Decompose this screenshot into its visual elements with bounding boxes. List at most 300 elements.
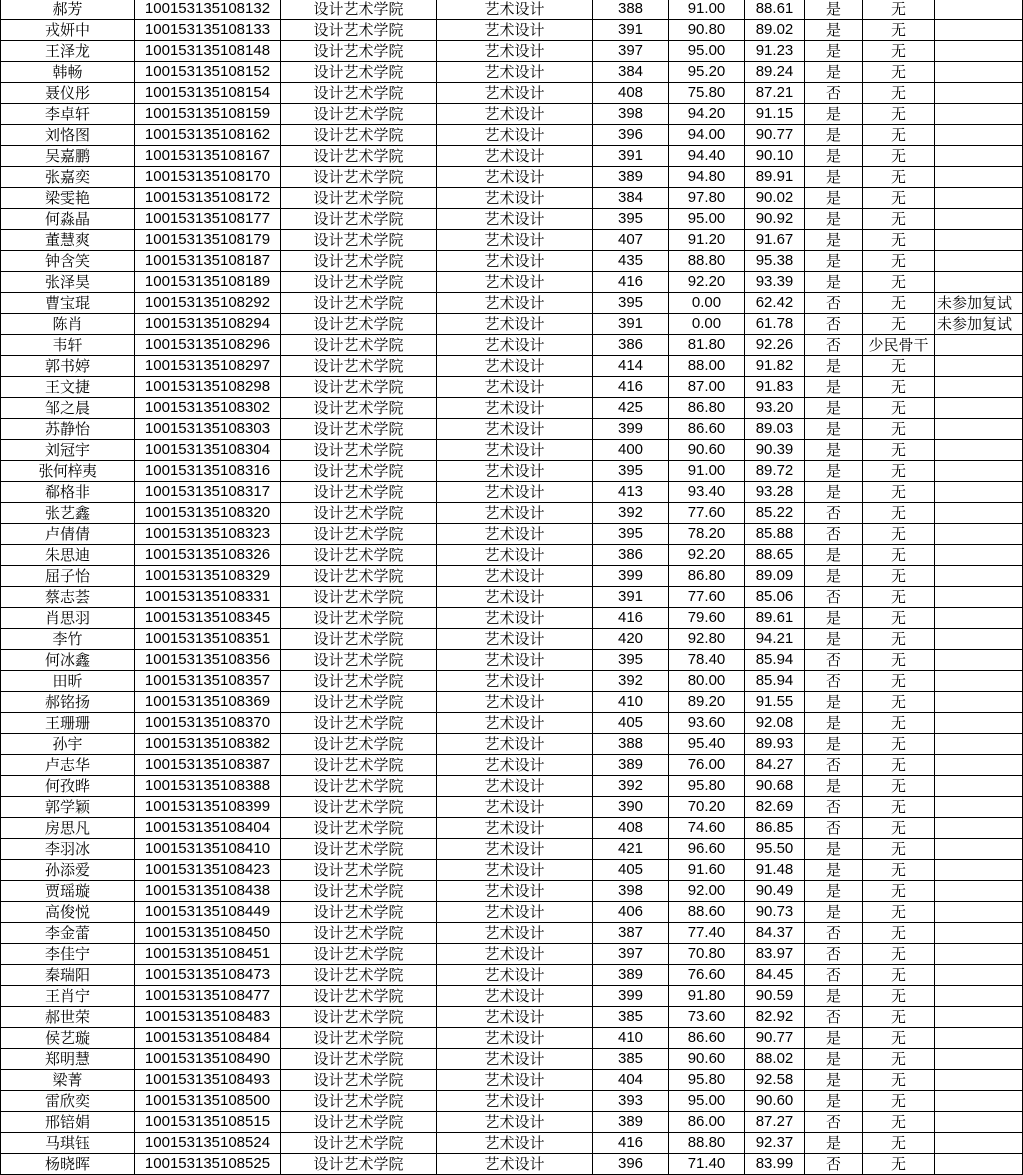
- admitted-cell: 是: [805, 419, 863, 440]
- candidate-id-cell: 100153135108148: [135, 41, 281, 62]
- remark-cell: [935, 629, 1023, 650]
- special-plan-cell: 无: [863, 755, 935, 776]
- admitted-cell: 是: [805, 860, 863, 881]
- major-cell: 艺术设计: [437, 104, 593, 125]
- admitted-cell: 否: [805, 923, 863, 944]
- table-row: [1, 1133, 1023, 1154]
- remark-cell: 未参加复试: [935, 293, 1023, 314]
- interview-score-cell: 77.60: [669, 503, 745, 524]
- special-plan-cell: 无: [863, 461, 935, 482]
- interview-score-cell: 79.60: [669, 608, 745, 629]
- school-cell: 设计艺术学院: [281, 1007, 437, 1028]
- remark-cell: [935, 419, 1023, 440]
- admitted-cell: 否: [805, 965, 863, 986]
- admitted-cell: 否: [805, 797, 863, 818]
- admitted-cell: 否: [805, 671, 863, 692]
- name-cell: 张嘉奕: [1, 167, 135, 188]
- name-cell: 屈子怡: [1, 566, 135, 587]
- special-plan-cell: 无: [863, 356, 935, 377]
- name-cell: 张艺鑫: [1, 503, 135, 524]
- school-cell: 设计艺术学院: [281, 503, 437, 524]
- interview-score-cell: 94.80: [669, 167, 745, 188]
- major-cell: 艺术设计: [437, 293, 593, 314]
- major-cell: 艺术设计: [437, 272, 593, 293]
- special-plan-cell: 无: [863, 881, 935, 902]
- major-cell: 艺术设计: [437, 1028, 593, 1049]
- special-plan-cell: 无: [863, 797, 935, 818]
- name-cell: 陈肖: [1, 314, 135, 335]
- special-plan-cell: 无: [863, 692, 935, 713]
- remark-cell: [935, 125, 1023, 146]
- interview-score-cell: 95.00: [669, 209, 745, 230]
- school-cell: 设计艺术学院: [281, 587, 437, 608]
- remark-cell: [935, 1028, 1023, 1049]
- school-cell: 设计艺术学院: [281, 524, 437, 545]
- school-cell: 设计艺术学院: [281, 671, 437, 692]
- total-score-cell: 87.27: [745, 1112, 805, 1133]
- exam-score-cell: 396: [593, 1154, 669, 1175]
- special-plan-cell: 无: [863, 587, 935, 608]
- remark-cell: [935, 1112, 1023, 1133]
- exam-score-cell: 399: [593, 566, 669, 587]
- candidate-id-cell: 100153135108132: [135, 0, 281, 20]
- candidate-id-cell: 100153135108296: [135, 335, 281, 356]
- table-row: [1, 146, 1023, 167]
- school-cell: 设计艺术学院: [281, 1133, 437, 1154]
- major-cell: 艺术设计: [437, 524, 593, 545]
- total-score-cell: 88.61: [745, 0, 805, 20]
- school-cell: 设计艺术学院: [281, 1070, 437, 1091]
- table-row: [1, 587, 1023, 608]
- major-cell: 艺术设计: [437, 251, 593, 272]
- table-row: [1, 797, 1023, 818]
- total-score-cell: 85.22: [745, 503, 805, 524]
- total-score-cell: 85.88: [745, 524, 805, 545]
- table-row: [1, 944, 1023, 965]
- interview-score-cell: 96.60: [669, 839, 745, 860]
- major-cell: 艺术设计: [437, 944, 593, 965]
- candidate-id-cell: 100153135108524: [135, 1133, 281, 1154]
- school-cell: 设计艺术学院: [281, 713, 437, 734]
- special-plan-cell: 无: [863, 545, 935, 566]
- candidate-id-cell: 100153135108438: [135, 881, 281, 902]
- interview-score-cell: 86.80: [669, 398, 745, 419]
- interview-score-cell: 74.60: [669, 818, 745, 839]
- school-cell: 设计艺术学院: [281, 839, 437, 860]
- admitted-cell: 是: [805, 125, 863, 146]
- major-cell: 艺术设计: [437, 629, 593, 650]
- special-plan-cell: 无: [863, 629, 935, 650]
- table-row: [1, 377, 1023, 398]
- remark-cell: [935, 587, 1023, 608]
- interview-score-cell: 75.80: [669, 83, 745, 104]
- major-cell: 艺术设计: [437, 818, 593, 839]
- total-score-cell: 95.50: [745, 839, 805, 860]
- name-cell: 曹宝琨: [1, 293, 135, 314]
- name-cell: 房思凡: [1, 818, 135, 839]
- admitted-cell: 是: [805, 1091, 863, 1112]
- admitted-cell: 是: [805, 230, 863, 251]
- exam-score-cell: 386: [593, 545, 669, 566]
- table-row: [1, 503, 1023, 524]
- admitted-cell: 是: [805, 986, 863, 1007]
- candidate-id-cell: 100153135108187: [135, 251, 281, 272]
- name-cell: 杨晓晖: [1, 1154, 135, 1175]
- school-cell: 设计艺术学院: [281, 356, 437, 377]
- name-cell: 马琪钰: [1, 1133, 135, 1154]
- table-row: [1, 293, 1023, 314]
- school-cell: 设计艺术学院: [281, 293, 437, 314]
- admitted-cell: 是: [805, 167, 863, 188]
- remark-cell: [935, 209, 1023, 230]
- candidate-id-cell: 100153135108177: [135, 209, 281, 230]
- remark-cell: [935, 965, 1023, 986]
- total-score-cell: 90.59: [745, 986, 805, 1007]
- special-plan-cell: 无: [863, 0, 935, 20]
- candidate-id-cell: 100153135108167: [135, 146, 281, 167]
- total-score-cell: 84.37: [745, 923, 805, 944]
- interview-score-cell: 81.80: [669, 335, 745, 356]
- interview-score-cell: 91.80: [669, 986, 745, 1007]
- admitted-cell: 否: [805, 335, 863, 356]
- remark-cell: [935, 944, 1023, 965]
- special-plan-cell: 无: [863, 83, 935, 104]
- special-plan-cell: 无: [863, 104, 935, 125]
- name-cell: 高俊悦: [1, 902, 135, 923]
- exam-score-cell: 413: [593, 482, 669, 503]
- admitted-cell: 是: [805, 0, 863, 20]
- remark-cell: [935, 818, 1023, 839]
- exam-score-cell: 386: [593, 335, 669, 356]
- candidate-id-cell: 100153135108477: [135, 986, 281, 1007]
- candidate-id-cell: 100153135108329: [135, 566, 281, 587]
- school-cell: 设计艺术学院: [281, 1091, 437, 1112]
- admitted-cell: 否: [805, 524, 863, 545]
- candidate-id-cell: 100153135108292: [135, 293, 281, 314]
- exam-score-cell: 389: [593, 1112, 669, 1133]
- admitted-cell: 是: [805, 608, 863, 629]
- school-cell: 设计艺术学院: [281, 314, 437, 335]
- table-row: [1, 671, 1023, 692]
- remark-cell: [935, 1049, 1023, 1070]
- admitted-cell: 否: [805, 83, 863, 104]
- interview-score-cell: 95.20: [669, 62, 745, 83]
- special-plan-cell: 无: [863, 419, 935, 440]
- table-row: [1, 692, 1023, 713]
- total-score-cell: 85.94: [745, 650, 805, 671]
- special-plan-cell: 无: [863, 62, 935, 83]
- school-cell: 设计艺术学院: [281, 755, 437, 776]
- major-cell: 艺术设计: [437, 1070, 593, 1091]
- interview-score-cell: 93.60: [669, 713, 745, 734]
- exam-score-cell: 408: [593, 83, 669, 104]
- exam-score-cell: 391: [593, 20, 669, 41]
- admitted-cell: 是: [805, 377, 863, 398]
- table-row: [1, 839, 1023, 860]
- exam-score-cell: 405: [593, 713, 669, 734]
- table-row: [1, 125, 1023, 146]
- major-cell: 艺术设计: [437, 839, 593, 860]
- admitted-cell: 是: [805, 62, 863, 83]
- admitted-cell: 否: [805, 314, 863, 335]
- special-plan-cell: 无: [863, 860, 935, 881]
- admitted-cell: 否: [805, 650, 863, 671]
- school-cell: 设计艺术学院: [281, 461, 437, 482]
- name-cell: 苏静怡: [1, 419, 135, 440]
- interview-score-cell: 95.00: [669, 1091, 745, 1112]
- remark-cell: [935, 83, 1023, 104]
- interview-score-cell: 90.60: [669, 1049, 745, 1070]
- admitted-cell: 是: [805, 1070, 863, 1091]
- special-plan-cell: 无: [863, 524, 935, 545]
- table-row: [1, 1070, 1023, 1091]
- admitted-cell: 是: [805, 1028, 863, 1049]
- interview-score-cell: 91.00: [669, 461, 745, 482]
- table-row: [1, 629, 1023, 650]
- exam-score-cell: 392: [593, 671, 669, 692]
- exam-score-cell: 416: [593, 272, 669, 293]
- exam-score-cell: 395: [593, 209, 669, 230]
- candidate-id-cell: 100153135108423: [135, 860, 281, 881]
- name-cell: 吴嘉鹏: [1, 146, 135, 167]
- major-cell: 艺术设计: [437, 188, 593, 209]
- school-cell: 设计艺术学院: [281, 62, 437, 83]
- name-cell: 韩畅: [1, 62, 135, 83]
- interview-score-cell: 70.80: [669, 944, 745, 965]
- name-cell: 王珊珊: [1, 713, 135, 734]
- admitted-cell: 是: [805, 713, 863, 734]
- interview-score-cell: 73.60: [669, 1007, 745, 1028]
- exam-score-cell: 388: [593, 734, 669, 755]
- admitted-cell: 是: [805, 566, 863, 587]
- table-row: [1, 881, 1023, 902]
- special-plan-cell: 无: [863, 1091, 935, 1112]
- name-cell: 刘冠宇: [1, 440, 135, 461]
- school-cell: 设计艺术学院: [281, 860, 437, 881]
- exam-score-cell: 421: [593, 839, 669, 860]
- special-plan-cell: 无: [863, 713, 935, 734]
- interview-score-cell: 88.60: [669, 902, 745, 923]
- candidate-id-cell: 100153135108304: [135, 440, 281, 461]
- remark-cell: [935, 545, 1023, 566]
- table-row: [1, 230, 1023, 251]
- candidate-id-cell: 100153135108410: [135, 839, 281, 860]
- remark-cell: [935, 797, 1023, 818]
- major-cell: 艺术设计: [437, 587, 593, 608]
- remark-cell: [935, 377, 1023, 398]
- name-cell: 王文捷: [1, 377, 135, 398]
- school-cell: 设计艺术学院: [281, 650, 437, 671]
- exam-score-cell: 398: [593, 881, 669, 902]
- candidate-id-cell: 100153135108179: [135, 230, 281, 251]
- admitted-cell: 否: [805, 1112, 863, 1133]
- name-cell: 张何梓夷: [1, 461, 135, 482]
- name-cell: 李竹: [1, 629, 135, 650]
- remark-cell: [935, 860, 1023, 881]
- total-score-cell: 90.73: [745, 902, 805, 923]
- table-row: [1, 62, 1023, 83]
- school-cell: 设计艺术学院: [281, 1112, 437, 1133]
- remark-cell: [935, 566, 1023, 587]
- major-cell: 艺术设计: [437, 776, 593, 797]
- total-score-cell: 93.39: [745, 272, 805, 293]
- total-score-cell: 90.77: [745, 1028, 805, 1049]
- major-cell: 艺术设计: [437, 335, 593, 356]
- total-score-cell: 89.24: [745, 62, 805, 83]
- remark-cell: [935, 335, 1023, 356]
- name-cell: 郝铭扬: [1, 692, 135, 713]
- candidate-id-cell: 100153135108152: [135, 62, 281, 83]
- interview-score-cell: 92.20: [669, 272, 745, 293]
- exam-score-cell: 392: [593, 503, 669, 524]
- candidate-id-cell: 100153135108382: [135, 734, 281, 755]
- major-cell: 艺术设计: [437, 965, 593, 986]
- exam-score-cell: 391: [593, 587, 669, 608]
- remark-cell: [935, 1154, 1023, 1175]
- table-row: [1, 1049, 1023, 1070]
- major-cell: 艺术设计: [437, 1112, 593, 1133]
- candidate-id-cell: 100153135108331: [135, 587, 281, 608]
- table-row: [1, 461, 1023, 482]
- exam-score-cell: 416: [593, 377, 669, 398]
- special-plan-cell: 无: [863, 440, 935, 461]
- school-cell: 设计艺术学院: [281, 776, 437, 797]
- exam-score-cell: 416: [593, 608, 669, 629]
- major-cell: 艺术设计: [437, 797, 593, 818]
- special-plan-cell: 无: [863, 125, 935, 146]
- school-cell: 设计艺术学院: [281, 0, 437, 20]
- name-cell: 郑明慧: [1, 1049, 135, 1070]
- remark-cell: [935, 167, 1023, 188]
- total-score-cell: 90.10: [745, 146, 805, 167]
- remark-cell: [935, 398, 1023, 419]
- candidate-id-cell: 100153135108159: [135, 104, 281, 125]
- special-plan-cell: 无: [863, 986, 935, 1007]
- school-cell: 设计艺术学院: [281, 251, 437, 272]
- candidate-id-cell: 100153135108370: [135, 713, 281, 734]
- special-plan-cell: 无: [863, 377, 935, 398]
- special-plan-cell: 无: [863, 944, 935, 965]
- special-plan-cell: 少民骨干: [863, 335, 935, 356]
- admitted-cell: 否: [805, 503, 863, 524]
- interview-score-cell: 93.40: [669, 482, 745, 503]
- name-cell: 卢倩倩: [1, 524, 135, 545]
- total-score-cell: 89.09: [745, 566, 805, 587]
- major-cell: 艺术设计: [437, 734, 593, 755]
- total-score-cell: 93.20: [745, 398, 805, 419]
- exam-score-cell: 392: [593, 776, 669, 797]
- admitted-cell: 否: [805, 1154, 863, 1175]
- candidate-id-cell: 100153135108369: [135, 692, 281, 713]
- remark-cell: [935, 608, 1023, 629]
- table-row: [1, 188, 1023, 209]
- table-row: [1, 272, 1023, 293]
- admitted-cell: 是: [805, 902, 863, 923]
- special-plan-cell: 无: [863, 1112, 935, 1133]
- school-cell: 设计艺术学院: [281, 545, 437, 566]
- table-row: [1, 1028, 1023, 1049]
- name-cell: 田昕: [1, 671, 135, 692]
- school-cell: 设计艺术学院: [281, 692, 437, 713]
- exam-score-cell: 391: [593, 146, 669, 167]
- major-cell: 艺术设计: [437, 440, 593, 461]
- candidate-id-cell: 100153135108170: [135, 167, 281, 188]
- exam-score-cell: 395: [593, 650, 669, 671]
- name-cell: 董慧爽: [1, 230, 135, 251]
- remark-cell: [935, 0, 1023, 20]
- special-plan-cell: 无: [863, 293, 935, 314]
- table-row: [1, 1112, 1023, 1133]
- candidate-id-cell: 100153135108172: [135, 188, 281, 209]
- total-score-cell: 91.82: [745, 356, 805, 377]
- school-cell: 设计艺术学院: [281, 167, 437, 188]
- remark-cell: [935, 881, 1023, 902]
- table-body: [1, 0, 1023, 1175]
- admitted-cell: 是: [805, 251, 863, 272]
- table-row: [1, 167, 1023, 188]
- school-cell: 设计艺术学院: [281, 20, 437, 41]
- exam-score-cell: 400: [593, 440, 669, 461]
- school-cell: 设计艺术学院: [281, 797, 437, 818]
- interview-score-cell: 86.80: [669, 566, 745, 587]
- admitted-cell: 是: [805, 1133, 863, 1154]
- total-score-cell: 89.91: [745, 167, 805, 188]
- remark-cell: [935, 1133, 1023, 1154]
- school-cell: 设计艺术学院: [281, 125, 437, 146]
- special-plan-cell: 无: [863, 398, 935, 419]
- interview-score-cell: 97.80: [669, 188, 745, 209]
- table-row: [1, 923, 1023, 944]
- major-cell: 艺术设计: [437, 1091, 593, 1112]
- admitted-cell: 是: [805, 1049, 863, 1070]
- interview-score-cell: 90.60: [669, 440, 745, 461]
- admitted-cell: 是: [805, 20, 863, 41]
- exam-score-cell: 385: [593, 1007, 669, 1028]
- exam-score-cell: 397: [593, 944, 669, 965]
- major-cell: 艺术设计: [437, 377, 593, 398]
- major-cell: 艺术设计: [437, 482, 593, 503]
- name-cell: 邹之晨: [1, 398, 135, 419]
- candidate-id-cell: 100153135108399: [135, 797, 281, 818]
- table-row: [1, 335, 1023, 356]
- total-score-cell: 95.38: [745, 251, 805, 272]
- school-cell: 设计艺术学院: [281, 1154, 437, 1175]
- remark-cell: [935, 671, 1023, 692]
- total-score-cell: 92.08: [745, 713, 805, 734]
- admitted-cell: 否: [805, 818, 863, 839]
- special-plan-cell: 无: [863, 1049, 935, 1070]
- interview-score-cell: 91.00: [669, 0, 745, 20]
- exam-score-cell: 435: [593, 251, 669, 272]
- major-cell: 艺术设计: [437, 230, 593, 251]
- remark-cell: [935, 755, 1023, 776]
- major-cell: 艺术设计: [437, 671, 593, 692]
- exam-score-cell: 414: [593, 356, 669, 377]
- interview-score-cell: 78.40: [669, 650, 745, 671]
- table-row: [1, 1154, 1023, 1175]
- total-score-cell: 91.67: [745, 230, 805, 251]
- special-plan-cell: 无: [863, 146, 935, 167]
- candidate-id-cell: 100153135108154: [135, 83, 281, 104]
- admitted-cell: 是: [805, 692, 863, 713]
- major-cell: 艺术设计: [437, 419, 593, 440]
- remark-cell: [935, 986, 1023, 1007]
- major-cell: 艺术设计: [437, 860, 593, 881]
- remark-cell: [935, 1091, 1023, 1112]
- candidate-id-cell: 100153135108302: [135, 398, 281, 419]
- table-row: [1, 20, 1023, 41]
- interview-score-cell: 0.00: [669, 293, 745, 314]
